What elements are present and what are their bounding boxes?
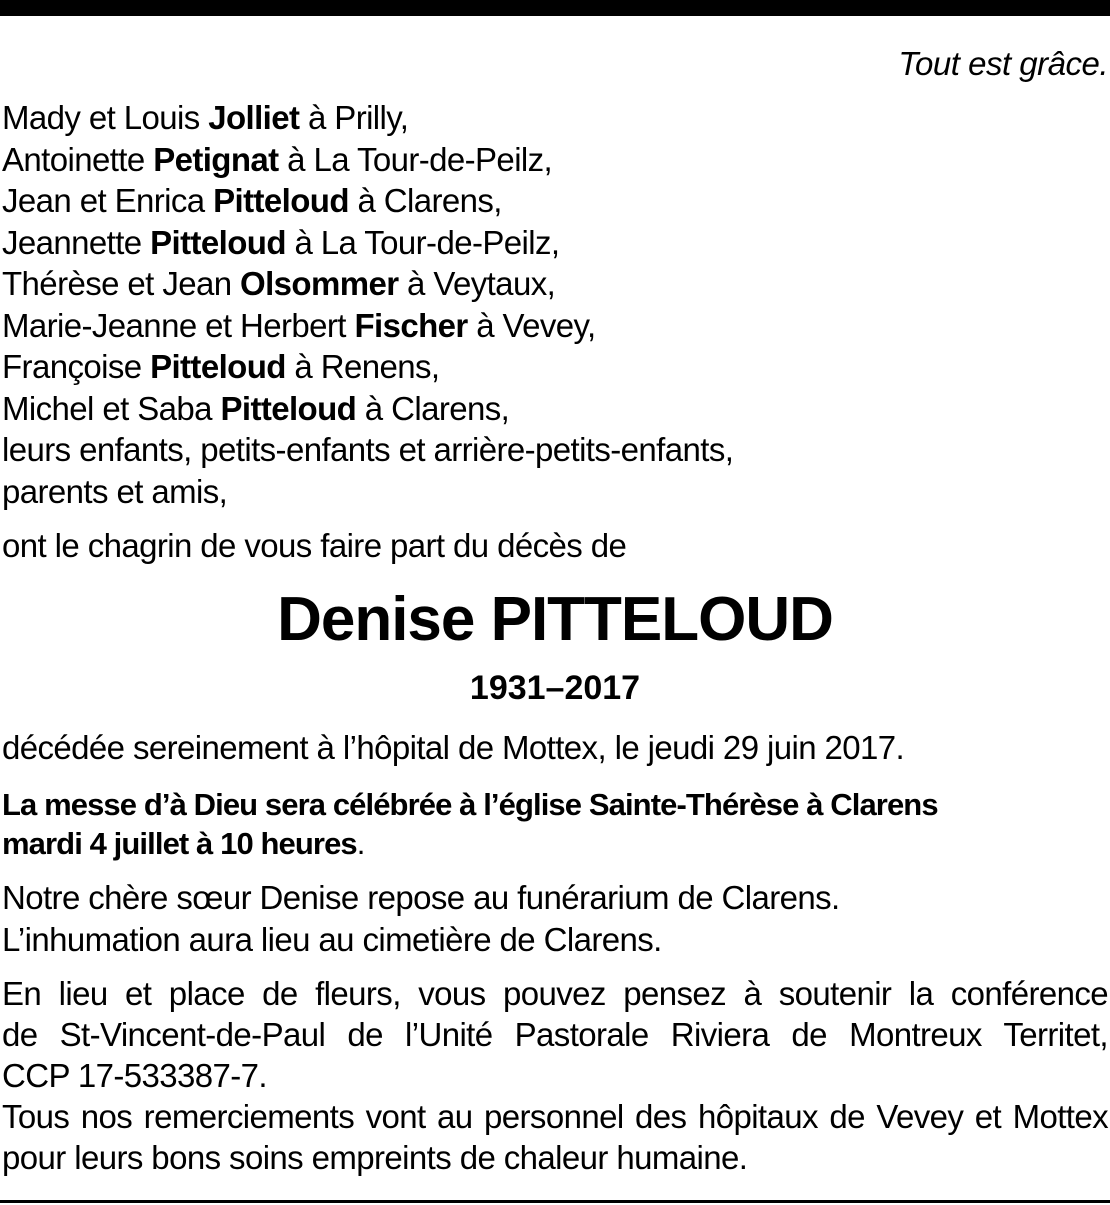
mourner-location: à Veytaux, (398, 265, 556, 302)
announcement-intro: ont le chagrin de vous faire part du décès de (2, 527, 627, 564)
mourner-surname: Olsommer (240, 265, 399, 302)
mourner-given-names: Jeannette (2, 223, 151, 261)
mourner-surname: Pitteloud (213, 182, 349, 219)
mourner-given-names: Michel et Saba (2, 389, 221, 427)
mourner-location: à La Tour-de-Peilz, (278, 140, 553, 178)
mourner-given-names: Marie-Jeanne et Herbert (2, 306, 355, 344)
donation-line-3: CCP 17-533387-7. (2, 1057, 267, 1094)
mourner-line (2, 305, 733, 347)
friends-line: parents et amis, (2, 472, 228, 510)
mourner-location: à Clarens, (348, 182, 502, 219)
motto: Tout est grâce. (898, 45, 1108, 82)
mourner-surname: Petignat (153, 140, 279, 178)
thanks-line-1: Tous nos remerciements vont au personnel des hôpitaux de Vevey et Mottex (2, 1098, 1108, 1135)
rest-line-2: L’inhumation aura lieu au cimetière de Clarens. (2, 921, 662, 958)
mourner-given-names: Jean et Enrica (2, 182, 214, 219)
mourner-line (2, 97, 733, 139)
mourner-location: à Renens, (285, 348, 440, 385)
mass-notice (2, 785, 938, 863)
mourner-location: à Clarens, (356, 389, 510, 427)
mourner-surname: Pitteloud (150, 348, 286, 385)
mourner-surname: Jolliet (208, 99, 300, 136)
mourner-given-names: Antoinette (2, 140, 154, 178)
mass-line-end: . (356, 826, 365, 861)
mass-line-1: La messe d’à Dieu sera célébrée à l’église Sainte-Thérèse à Clarens (2, 787, 938, 822)
mourner-line (2, 388, 733, 430)
mourner-location: à Prilly, (299, 99, 409, 136)
thanks-line-2: pour leurs bons soins empreints de chaleur humaine. (2, 1139, 748, 1176)
donation-line-1: En lieu et place de fleurs, vous pouvez pensez à soutenir la conférence (2, 975, 1108, 1012)
donation-line-2: de St-Vincent-de-Paul de l’Unité Pastorale Riviera de Montreux Territet, (2, 1016, 1108, 1053)
mourner-surname: Fischer (354, 306, 468, 344)
mourner-surname: Pitteloud (150, 223, 286, 261)
deceased-name: Denise PITTELOUD (277, 585, 833, 654)
mourner-given-names: Thérèse et Jean (2, 265, 241, 302)
mourner-surname: Pitteloud (220, 389, 357, 427)
mourner-line (2, 346, 733, 388)
rest-notice (2, 877, 840, 961)
rest-line-1: Notre chère sœur Denise repose au funérarium de Clarens. (2, 879, 840, 916)
top-rule (0, 0, 1110, 16)
mourner-line (2, 180, 733, 222)
mourners-list (2, 97, 733, 512)
mourner-line (2, 222, 733, 264)
life-years: 1931–2017 (469, 669, 641, 707)
mourner-line (2, 139, 733, 181)
bottom-rule (0, 1200, 1110, 1203)
family-line: leurs enfants, petits-enfants et arrière-petits-enfants, (2, 431, 734, 468)
mass-line-2 (2, 824, 938, 863)
mourner-given-names: Françoise (2, 348, 151, 385)
mourner-line (2, 263, 733, 305)
donation-notice (2, 973, 1108, 1178)
death-notice: décédée sereinement à l’hôpital de Mottex, le jeudi 29 juin 2017. (2, 729, 905, 766)
mourner-given-names: Mady et Louis (2, 99, 209, 136)
mourner-location: à Vevey, (467, 306, 596, 344)
mass-date: mardi 4 juillet à 10 heures (2, 826, 357, 861)
mourner-location: à La Tour-de-Peilz, (285, 223, 560, 261)
